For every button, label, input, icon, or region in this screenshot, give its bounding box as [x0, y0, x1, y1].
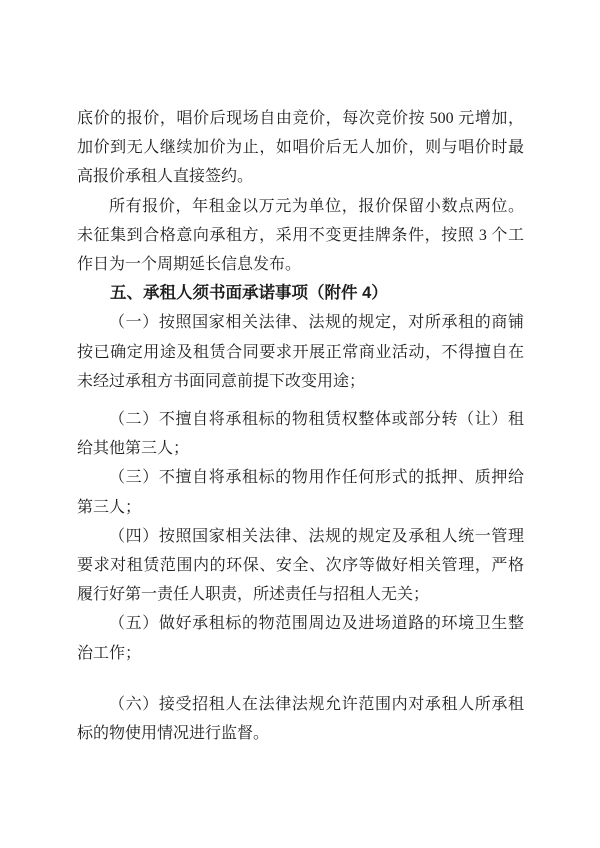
paragraph-quotation-rules: 所有报价，年租金以万元为单位，报价保留小数点两位。未征集到合格意向承租方，采用不变更挂牌条件，按照 3 个工作日为一个周期延长信息发布。: [77, 197, 524, 274]
paragraph-commitment-item-6: （六）接受招租人在法律法规允许范围内对承租人所承租标的物使用情况进行监督。: [77, 695, 524, 743]
paragraph-commitment-item-5: （五）做好承租标的物范围周边及进场道路的环境卫生整治工作；: [77, 615, 524, 662]
paragraph-bidding-rules: 底价的报价，唱价后现场自由竞价，每次竞价按 500 元增加，加价到无人继续加价为止，如唱价后无人加价，则与唱价时最高报价承租人直接签约。: [77, 110, 524, 186]
document-content: [77, 104, 524, 748]
paragraph-commitment-item-1: （一）按照国家相关法律、法规的规定，对所承租的商铺按已确定用途及租赁合同要求开展正常商业活动，不得擅自在未经过承租方书面同意前提下改变用途；: [77, 314, 524, 390]
section-heading-commitments: 五、承租人须书面承诺事项（附件 4）: [110, 284, 388, 303]
paragraph-commitment-item-3: （三）不擅自将承租标的物用作任何形式的抵押、质押给第三人；: [77, 469, 524, 516]
paragraph-commitment-item-2: （二）不擅自将承租标的物租赁权整体或部分转（让）租给其他第三人；: [77, 411, 524, 458]
paragraph-commitment-item-4: （四）按照国家相关法律、法规的规定及承租人统一管理要求对租赁范围内的环保、安全、次序等做好相关管理，严格履行好第一责任人职责，所述责任与招租人无关；: [77, 527, 524, 604]
